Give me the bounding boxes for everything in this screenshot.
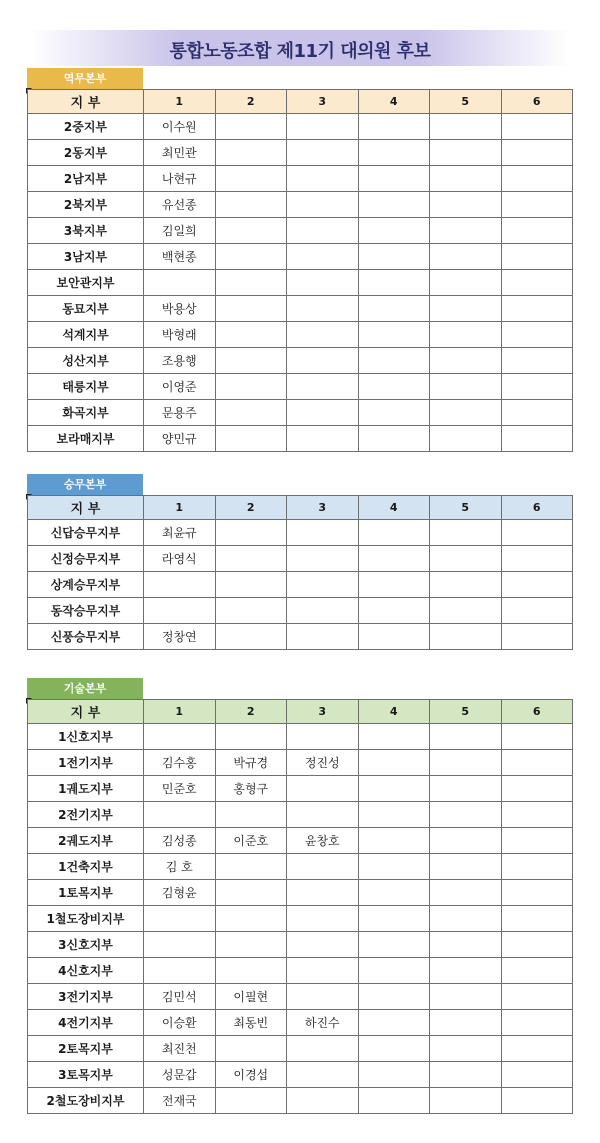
empty-cell	[501, 400, 573, 426]
empty-cell	[287, 572, 359, 598]
empty-cell	[430, 244, 502, 270]
branch-name: 2북지부	[28, 192, 144, 218]
branch-name: 4신호지부	[28, 958, 144, 984]
empty-cell	[215, 546, 287, 572]
table-row	[28, 750, 573, 776]
empty-cell	[501, 750, 573, 776]
candidate-table	[27, 495, 573, 650]
empty-cell	[501, 624, 573, 650]
empty-cell	[501, 880, 573, 906]
section-tag: 승무본부	[27, 474, 143, 495]
empty-cell	[215, 906, 287, 932]
branch-name: 석계지부	[28, 322, 144, 348]
empty-cell	[358, 906, 430, 932]
empty-cell	[287, 192, 359, 218]
column-header-1: 1	[144, 90, 216, 114]
empty-cell	[287, 984, 359, 1010]
candidate-name: 김 호	[144, 854, 216, 880]
table-header-row	[28, 90, 573, 114]
branch-name: 2토목지부	[28, 1036, 144, 1062]
empty-cell	[430, 520, 502, 546]
table-row	[28, 1062, 573, 1088]
empty-cell	[430, 854, 502, 880]
candidate-name: 이준호	[215, 828, 287, 854]
candidate-name: 전재국	[144, 1088, 216, 1114]
candidate-table	[27, 699, 573, 1114]
candidate-name: 이필현	[215, 984, 287, 1010]
candidate-table	[27, 89, 573, 452]
branch-name: 2전기지부	[28, 802, 144, 828]
column-header-3: 3	[287, 496, 359, 520]
branch-name: 1토목지부	[28, 880, 144, 906]
table-row	[28, 1088, 573, 1114]
empty-cell	[430, 750, 502, 776]
column-header-2: 2	[215, 90, 287, 114]
empty-cell	[430, 984, 502, 1010]
empty-cell	[430, 624, 502, 650]
empty-cell	[287, 724, 359, 750]
table-row	[28, 598, 573, 624]
empty-cell	[430, 572, 502, 598]
candidate-name: 정진성	[287, 750, 359, 776]
empty-cell	[144, 572, 216, 598]
empty-cell	[215, 520, 287, 546]
column-header-6: 6	[501, 90, 573, 114]
empty-cell	[144, 906, 216, 932]
empty-cell	[358, 140, 430, 166]
empty-cell	[358, 426, 430, 452]
table-row	[28, 880, 573, 906]
branch-column-header: 지 부	[28, 90, 144, 114]
empty-cell	[430, 1036, 502, 1062]
empty-cell	[287, 880, 359, 906]
candidate-name: 박용상	[144, 296, 216, 322]
candidate-name: 양민규	[144, 426, 216, 452]
empty-cell	[358, 828, 430, 854]
table-row	[28, 776, 573, 802]
empty-cell	[358, 348, 430, 374]
empty-cell	[215, 624, 287, 650]
empty-cell	[215, 854, 287, 880]
empty-cell	[501, 958, 573, 984]
section-tag: 역무본부	[27, 68, 143, 89]
table-row	[28, 624, 573, 650]
branch-name: 화곡지부	[28, 400, 144, 426]
empty-cell	[501, 140, 573, 166]
empty-cell	[287, 906, 359, 932]
column-header-5: 5	[430, 496, 502, 520]
candidate-name: 최동빈	[215, 1010, 287, 1036]
empty-cell	[215, 166, 287, 192]
empty-cell	[358, 1062, 430, 1088]
empty-cell	[501, 270, 573, 296]
empty-cell	[287, 958, 359, 984]
empty-cell	[501, 854, 573, 880]
table-row	[28, 244, 573, 270]
empty-cell	[430, 348, 502, 374]
empty-cell	[215, 192, 287, 218]
empty-cell	[215, 218, 287, 244]
empty-cell	[215, 572, 287, 598]
empty-cell	[430, 400, 502, 426]
empty-cell	[501, 1036, 573, 1062]
column-header-4: 4	[358, 700, 430, 724]
empty-cell	[358, 218, 430, 244]
column-header-6: 6	[501, 700, 573, 724]
branch-column-header: 지 부	[28, 700, 144, 724]
empty-cell	[358, 114, 430, 140]
table-row	[28, 166, 573, 192]
empty-cell	[501, 218, 573, 244]
empty-cell	[215, 348, 287, 374]
column-header-6: 6	[501, 496, 573, 520]
empty-cell	[358, 520, 430, 546]
empty-cell	[287, 776, 359, 802]
candidate-name: 김민석	[144, 984, 216, 1010]
table-row	[28, 854, 573, 880]
empty-cell	[501, 724, 573, 750]
empty-cell	[144, 802, 216, 828]
empty-cell	[358, 750, 430, 776]
empty-cell	[215, 1036, 287, 1062]
empty-cell	[287, 854, 359, 880]
empty-cell	[430, 958, 502, 984]
empty-cell	[358, 322, 430, 348]
branch-name: 신정승무지부	[28, 546, 144, 572]
empty-cell	[501, 828, 573, 854]
branch-name: 보안관지부	[28, 270, 144, 296]
column-header-1: 1	[144, 496, 216, 520]
branch-name: 1철도장비지부	[28, 906, 144, 932]
empty-cell	[287, 166, 359, 192]
empty-cell	[501, 296, 573, 322]
empty-cell	[358, 776, 430, 802]
candidate-name: 라영식	[144, 546, 216, 572]
empty-cell	[358, 572, 430, 598]
table-header-row	[28, 496, 573, 520]
empty-cell	[287, 1036, 359, 1062]
branch-name: 3전기지부	[28, 984, 144, 1010]
empty-cell	[215, 724, 287, 750]
branch-name: 2중지부	[28, 114, 144, 140]
candidate-name: 박형래	[144, 322, 216, 348]
column-header-3: 3	[287, 700, 359, 724]
table-row	[28, 140, 573, 166]
candidate-name: 김수홍	[144, 750, 216, 776]
empty-cell	[358, 880, 430, 906]
empty-cell	[501, 802, 573, 828]
candidate-name: 윤창호	[287, 828, 359, 854]
candidate-name: 김성종	[144, 828, 216, 854]
empty-cell	[215, 426, 287, 452]
empty-cell	[287, 624, 359, 650]
table-row	[28, 546, 573, 572]
empty-cell	[430, 1010, 502, 1036]
empty-cell	[287, 244, 359, 270]
branch-name: 신답승무지부	[28, 520, 144, 546]
empty-cell	[430, 296, 502, 322]
empty-cell	[287, 802, 359, 828]
column-header-4: 4	[358, 496, 430, 520]
candidate-name: 하진수	[287, 1010, 359, 1036]
column-header-5: 5	[430, 90, 502, 114]
table-row	[28, 984, 573, 1010]
candidate-name: 홍형구	[215, 776, 287, 802]
empty-cell	[501, 984, 573, 1010]
empty-cell	[215, 802, 287, 828]
empty-cell	[501, 166, 573, 192]
section-station	[27, 68, 572, 452]
empty-cell	[501, 546, 573, 572]
branch-name: 4전기지부	[28, 1010, 144, 1036]
empty-cell	[215, 598, 287, 624]
empty-cell	[501, 374, 573, 400]
title-banner	[30, 30, 570, 66]
empty-cell	[430, 140, 502, 166]
empty-cell	[215, 374, 287, 400]
empty-cell	[501, 932, 573, 958]
branch-name: 2남지부	[28, 166, 144, 192]
empty-cell	[358, 932, 430, 958]
column-header-3: 3	[287, 90, 359, 114]
empty-cell	[501, 244, 573, 270]
empty-cell	[430, 598, 502, 624]
table-row	[28, 932, 573, 958]
empty-cell	[430, 932, 502, 958]
candidate-name: 백현종	[144, 244, 216, 270]
candidate-name: 김일희	[144, 218, 216, 244]
empty-cell	[501, 520, 573, 546]
empty-cell	[358, 802, 430, 828]
table-row	[28, 348, 573, 374]
empty-cell	[215, 1088, 287, 1114]
candidate-name: 민준호	[144, 776, 216, 802]
empty-cell	[430, 880, 502, 906]
empty-cell	[358, 598, 430, 624]
branch-name: 1전기지부	[28, 750, 144, 776]
table-row	[28, 724, 573, 750]
empty-cell	[358, 296, 430, 322]
candidate-name: 이영준	[144, 374, 216, 400]
empty-cell	[430, 776, 502, 802]
empty-cell	[430, 724, 502, 750]
table-row	[28, 322, 573, 348]
empty-cell	[501, 322, 573, 348]
branch-name: 3토목지부	[28, 1062, 144, 1088]
empty-cell	[501, 906, 573, 932]
empty-cell	[287, 270, 359, 296]
empty-cell	[287, 1062, 359, 1088]
table-row	[28, 572, 573, 598]
empty-cell	[215, 958, 287, 984]
empty-cell	[144, 724, 216, 750]
empty-cell	[358, 624, 430, 650]
table-row	[28, 958, 573, 984]
table-row	[28, 296, 573, 322]
empty-cell	[358, 244, 430, 270]
empty-cell	[358, 984, 430, 1010]
empty-cell	[430, 828, 502, 854]
empty-cell	[215, 244, 287, 270]
branch-name: 1신호지부	[28, 724, 144, 750]
branch-name: 2동지부	[28, 140, 144, 166]
empty-cell	[144, 932, 216, 958]
table-row	[28, 192, 573, 218]
candidate-name: 이수원	[144, 114, 216, 140]
empty-cell	[501, 348, 573, 374]
column-header-5: 5	[430, 700, 502, 724]
branch-name: 상계승무지부	[28, 572, 144, 598]
candidate-name: 문용주	[144, 400, 216, 426]
table-row	[28, 828, 573, 854]
branch-name: 1건축지부	[28, 854, 144, 880]
candidate-name: 정창연	[144, 624, 216, 650]
branch-name: 2궤도지부	[28, 828, 144, 854]
empty-cell	[144, 270, 216, 296]
table-row	[28, 906, 573, 932]
candidate-name: 나현규	[144, 166, 216, 192]
candidate-name: 박규경	[215, 750, 287, 776]
table-row	[28, 1036, 573, 1062]
branch-column-header: 지 부	[28, 496, 144, 520]
empty-cell	[358, 854, 430, 880]
empty-cell	[287, 546, 359, 572]
empty-cell	[287, 218, 359, 244]
branch-name: 2철도장비지부	[28, 1088, 144, 1114]
empty-cell	[215, 400, 287, 426]
candidate-name: 성문갑	[144, 1062, 216, 1088]
empty-cell	[215, 296, 287, 322]
empty-cell	[287, 348, 359, 374]
branch-name: 1궤도지부	[28, 776, 144, 802]
empty-cell	[358, 270, 430, 296]
branch-name: 신풍승무지부	[28, 624, 144, 650]
empty-cell	[501, 114, 573, 140]
branch-name: 3신호지부	[28, 932, 144, 958]
table-row	[28, 374, 573, 400]
branch-name: 태릉지부	[28, 374, 144, 400]
candidate-name: 유선종	[144, 192, 216, 218]
column-header-1: 1	[144, 700, 216, 724]
empty-cell	[144, 958, 216, 984]
table-row	[28, 270, 573, 296]
empty-cell	[287, 296, 359, 322]
empty-cell	[430, 218, 502, 244]
empty-cell	[215, 322, 287, 348]
empty-cell	[287, 322, 359, 348]
table-row	[28, 802, 573, 828]
empty-cell	[287, 426, 359, 452]
empty-cell	[287, 374, 359, 400]
empty-cell	[287, 400, 359, 426]
empty-cell	[501, 598, 573, 624]
empty-cell	[430, 906, 502, 932]
empty-cell	[287, 1088, 359, 1114]
empty-cell	[215, 114, 287, 140]
empty-cell	[501, 1010, 573, 1036]
empty-cell	[287, 598, 359, 624]
table-row	[28, 520, 573, 546]
empty-cell	[430, 546, 502, 572]
empty-cell	[430, 374, 502, 400]
empty-cell	[215, 140, 287, 166]
empty-cell	[358, 546, 430, 572]
table-header-row	[28, 700, 573, 724]
empty-cell	[430, 114, 502, 140]
candidate-name: 이승환	[144, 1010, 216, 1036]
empty-cell	[430, 1088, 502, 1114]
branch-name: 성산지부	[28, 348, 144, 374]
candidate-name: 이경섭	[215, 1062, 287, 1088]
candidate-name: 최진천	[144, 1036, 216, 1062]
empty-cell	[144, 598, 216, 624]
empty-cell	[358, 958, 430, 984]
column-header-2: 2	[215, 700, 287, 724]
empty-cell	[358, 166, 430, 192]
empty-cell	[287, 520, 359, 546]
section-tag: 기술본부	[27, 678, 143, 699]
candidate-name: 최윤규	[144, 520, 216, 546]
empty-cell	[287, 114, 359, 140]
empty-cell	[430, 166, 502, 192]
empty-cell	[287, 932, 359, 958]
empty-cell	[430, 192, 502, 218]
empty-cell	[501, 426, 573, 452]
empty-cell	[358, 400, 430, 426]
column-header-4: 4	[358, 90, 430, 114]
table-row	[28, 426, 573, 452]
empty-cell	[430, 802, 502, 828]
empty-cell	[358, 1010, 430, 1036]
table-row	[28, 1010, 573, 1036]
branch-name: 3북지부	[28, 218, 144, 244]
table-row	[28, 218, 573, 244]
empty-cell	[358, 724, 430, 750]
branch-name: 동작승무지부	[28, 598, 144, 624]
candidate-name: 조용행	[144, 348, 216, 374]
empty-cell	[430, 426, 502, 452]
table-row	[28, 114, 573, 140]
candidate-name: 최민관	[144, 140, 216, 166]
empty-cell	[430, 1062, 502, 1088]
candidate-name: 김형윤	[144, 880, 216, 906]
empty-cell	[430, 322, 502, 348]
empty-cell	[358, 1088, 430, 1114]
page-title: 통합노동조합 제11기 대의원 후보	[169, 41, 431, 62]
empty-cell	[358, 1036, 430, 1062]
empty-cell	[430, 270, 502, 296]
empty-cell	[501, 572, 573, 598]
empty-cell	[501, 192, 573, 218]
empty-cell	[501, 1088, 573, 1114]
empty-cell	[358, 192, 430, 218]
empty-cell	[358, 374, 430, 400]
table-row	[28, 400, 573, 426]
empty-cell	[287, 140, 359, 166]
empty-cell	[501, 1062, 573, 1088]
empty-cell	[215, 932, 287, 958]
branch-name: 3남지부	[28, 244, 144, 270]
empty-cell	[215, 880, 287, 906]
empty-cell	[215, 270, 287, 296]
section-tech	[27, 678, 572, 1114]
branch-name: 보라매지부	[28, 426, 144, 452]
section-crew	[27, 474, 572, 650]
empty-cell	[501, 776, 573, 802]
column-header-2: 2	[215, 496, 287, 520]
branch-name: 동묘지부	[28, 296, 144, 322]
